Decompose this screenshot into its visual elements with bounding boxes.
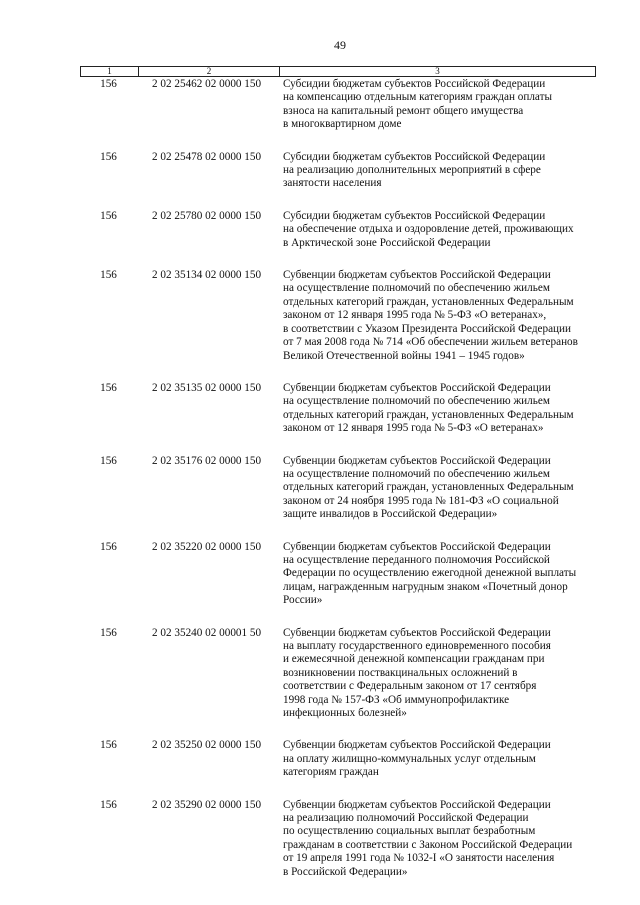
- admin-code-cell: 156: [100, 150, 117, 163]
- budget-code-cell: 2 02 35176 02 0000 150: [152, 454, 262, 467]
- table-row: [80, 799, 596, 879]
- description-line: на осуществление полномочий по обеспечению жильем: [283, 467, 550, 480]
- description-line: возникновении поствакцинальных осложнений в: [283, 666, 518, 679]
- description-line: отдельных категорий граждан, установленных Федеральным: [283, 295, 574, 308]
- budget-code-cell: 2 02 35240 02 00001 50: [152, 626, 262, 639]
- description-line: Субвенции бюджетам субъектов Российской Федерации: [283, 540, 551, 553]
- table-row: [80, 541, 596, 608]
- description-line: Субвенции бюджетам субъектов Российской Федерации: [283, 381, 551, 394]
- description-cell: [277, 269, 596, 363]
- budget-code-cell: 2 02 35290 02 0000 150: [152, 798, 262, 811]
- description-cell: [277, 78, 596, 132]
- description-line: занятости населения: [283, 177, 382, 190]
- budget-code-cell: 2 02 35134 02 0000 150: [152, 269, 262, 282]
- description-line: 1998 года № 157-ФЗ «Об иммунопрофилактике: [283, 693, 510, 706]
- description-line: законом от 12 января 1995 года № 5-ФЗ «О ветеранах»: [283, 422, 544, 435]
- description-line: России»: [283, 594, 323, 607]
- description-line: Великой Отечественной войны 1941 – 1945 годов»: [283, 349, 525, 362]
- admin-code-cell: 156: [100, 209, 117, 222]
- description-line: соответствии с Федеральным законом от 17 сентября: [283, 680, 537, 693]
- column-header-2: 2: [139, 67, 280, 76]
- table-row: [80, 269, 596, 363]
- description-cell: [277, 382, 596, 436]
- description-line: в Арктической зоне Российской Федерации: [283, 236, 491, 249]
- table-row: [80, 151, 596, 191]
- description-line: на реализацию полномочий Российской Федерации: [283, 812, 529, 825]
- description-line: на осуществление полномочий по обеспечению жильем: [283, 282, 550, 295]
- description-line: на осуществление полномочий по обеспечению жильем: [283, 395, 550, 408]
- description-line: отдельных категорий граждан, установленных Федеральным: [283, 481, 574, 494]
- description-line: в Российской Федерации»: [283, 865, 408, 878]
- budget-code-cell: 2 02 35250 02 0000 150: [152, 739, 262, 752]
- description-line: на реализацию дополнительных мероприятий в сфере: [283, 164, 541, 177]
- description-line: взноса на капитальный ремонт общего имущества: [283, 104, 524, 117]
- column-header-3: 3: [435, 66, 440, 76]
- description-line: Субсидии бюджетам субъектов Российской Федерации: [283, 78, 546, 90]
- description-line: законом от 12 января 1995 года № 5-ФЗ «О ветеранах»,: [283, 309, 547, 322]
- table-row: [80, 210, 596, 250]
- description-line: на выплату государственного единовременного пособия: [283, 640, 551, 652]
- description-cell: [277, 739, 596, 779]
- description-line: в многоквартирном доме: [283, 118, 402, 131]
- description-line: Субвенции бюджетам субъектов Российской Федерации: [283, 454, 551, 467]
- description-cell: [277, 151, 596, 191]
- table-row: [80, 455, 596, 522]
- description-line: Субвенции бюджетам субъектов Российской Федерации: [283, 626, 551, 639]
- admin-code-cell: 156: [100, 269, 117, 282]
- description-cell: [277, 541, 596, 608]
- table-row: [80, 78, 596, 132]
- budget-code-cell: 2 02 25462 02 0000 150: [152, 78, 262, 90]
- description-line: на компенсацию отдельным категориям граждан оплаты: [283, 91, 552, 104]
- description-line: на осуществление переданного полномочия Российской: [283, 553, 550, 566]
- description-line: инфекционных болезней»: [283, 707, 407, 720]
- table-body: [80, 78, 596, 879]
- admin-code-cell: 156: [100, 78, 117, 90]
- budget-code-cell: 2 02 35220 02 0000 150: [152, 540, 262, 553]
- admin-code-cell: 156: [100, 381, 117, 394]
- description-line: защите инвалидов в Российской Федерации»: [283, 508, 498, 521]
- description-line: Субсидии бюджетам субъектов Российской Федерации: [283, 209, 546, 222]
- admin-code-cell: 156: [100, 798, 117, 811]
- admin-code-cell: 156: [100, 739, 117, 752]
- budget-code-cell: 2 02 25780 02 0000 150: [152, 209, 262, 222]
- description-line: категориям граждан: [283, 766, 379, 779]
- budget-code-cell: 2 02 25478 02 0000 150: [152, 150, 262, 163]
- description-cell: [277, 210, 596, 250]
- table-row: [80, 382, 596, 436]
- admin-code-cell: 156: [100, 626, 117, 639]
- description-line: отдельных категорий граждан, установленных Федеральным: [283, 408, 574, 421]
- description-line: от 19 апреля 1991 года № 1032-I «О занятости населения: [283, 852, 555, 865]
- description-line: и ежемесячной денежной компенсации гражданам при: [283, 653, 545, 666]
- table-header: [80, 66, 596, 77]
- admin-code-cell: 156: [100, 454, 117, 467]
- description-line: на обеспечение отдыха и оздоровление детей, проживающих: [283, 223, 574, 236]
- description-line: лицам, награжденным нагрудным знаком «Почетный донор: [283, 580, 568, 593]
- description-line: Субвенции бюджетам субъектов Российской Федерации: [283, 739, 551, 752]
- description-cell: [277, 799, 596, 879]
- table-row: [80, 739, 596, 779]
- table-row: [80, 627, 596, 721]
- description-line: Субвенции бюджетам субъектов Российской Федерации: [283, 269, 551, 282]
- description-line: на оплату жилищно-коммунальных услуг отдельным: [283, 752, 536, 765]
- column-header-1: 1: [81, 67, 139, 76]
- description-line: Субвенции бюджетам субъектов Российской Федерации: [283, 798, 551, 811]
- description-cell: [277, 627, 596, 721]
- description-cell: [277, 455, 596, 522]
- description-line: гражданам в соответствии с Законом Российской Федерации: [283, 838, 573, 851]
- admin-code-cell: 156: [100, 540, 117, 553]
- description-line: законом от 24 ноября 1995 года № 181-ФЗ «О социальной: [283, 494, 559, 507]
- description-line: Субсидии бюджетам субъектов Российской Федерации: [283, 150, 546, 163]
- description-line: Федерации по осуществлению ежегодной денежной выплаты: [283, 567, 577, 580]
- page-number: 49: [334, 38, 346, 52]
- description-line: по осуществлению социальных выплат безработным: [283, 825, 536, 838]
- budget-code-cell: 2 02 35135 02 0000 150: [152, 381, 262, 394]
- description-line: от 7 мая 2008 года № 714 «Об обеспечении жильем ветеранов: [283, 336, 578, 349]
- description-line: в соответствии с Указом Президента Российской Федерации: [283, 322, 572, 335]
